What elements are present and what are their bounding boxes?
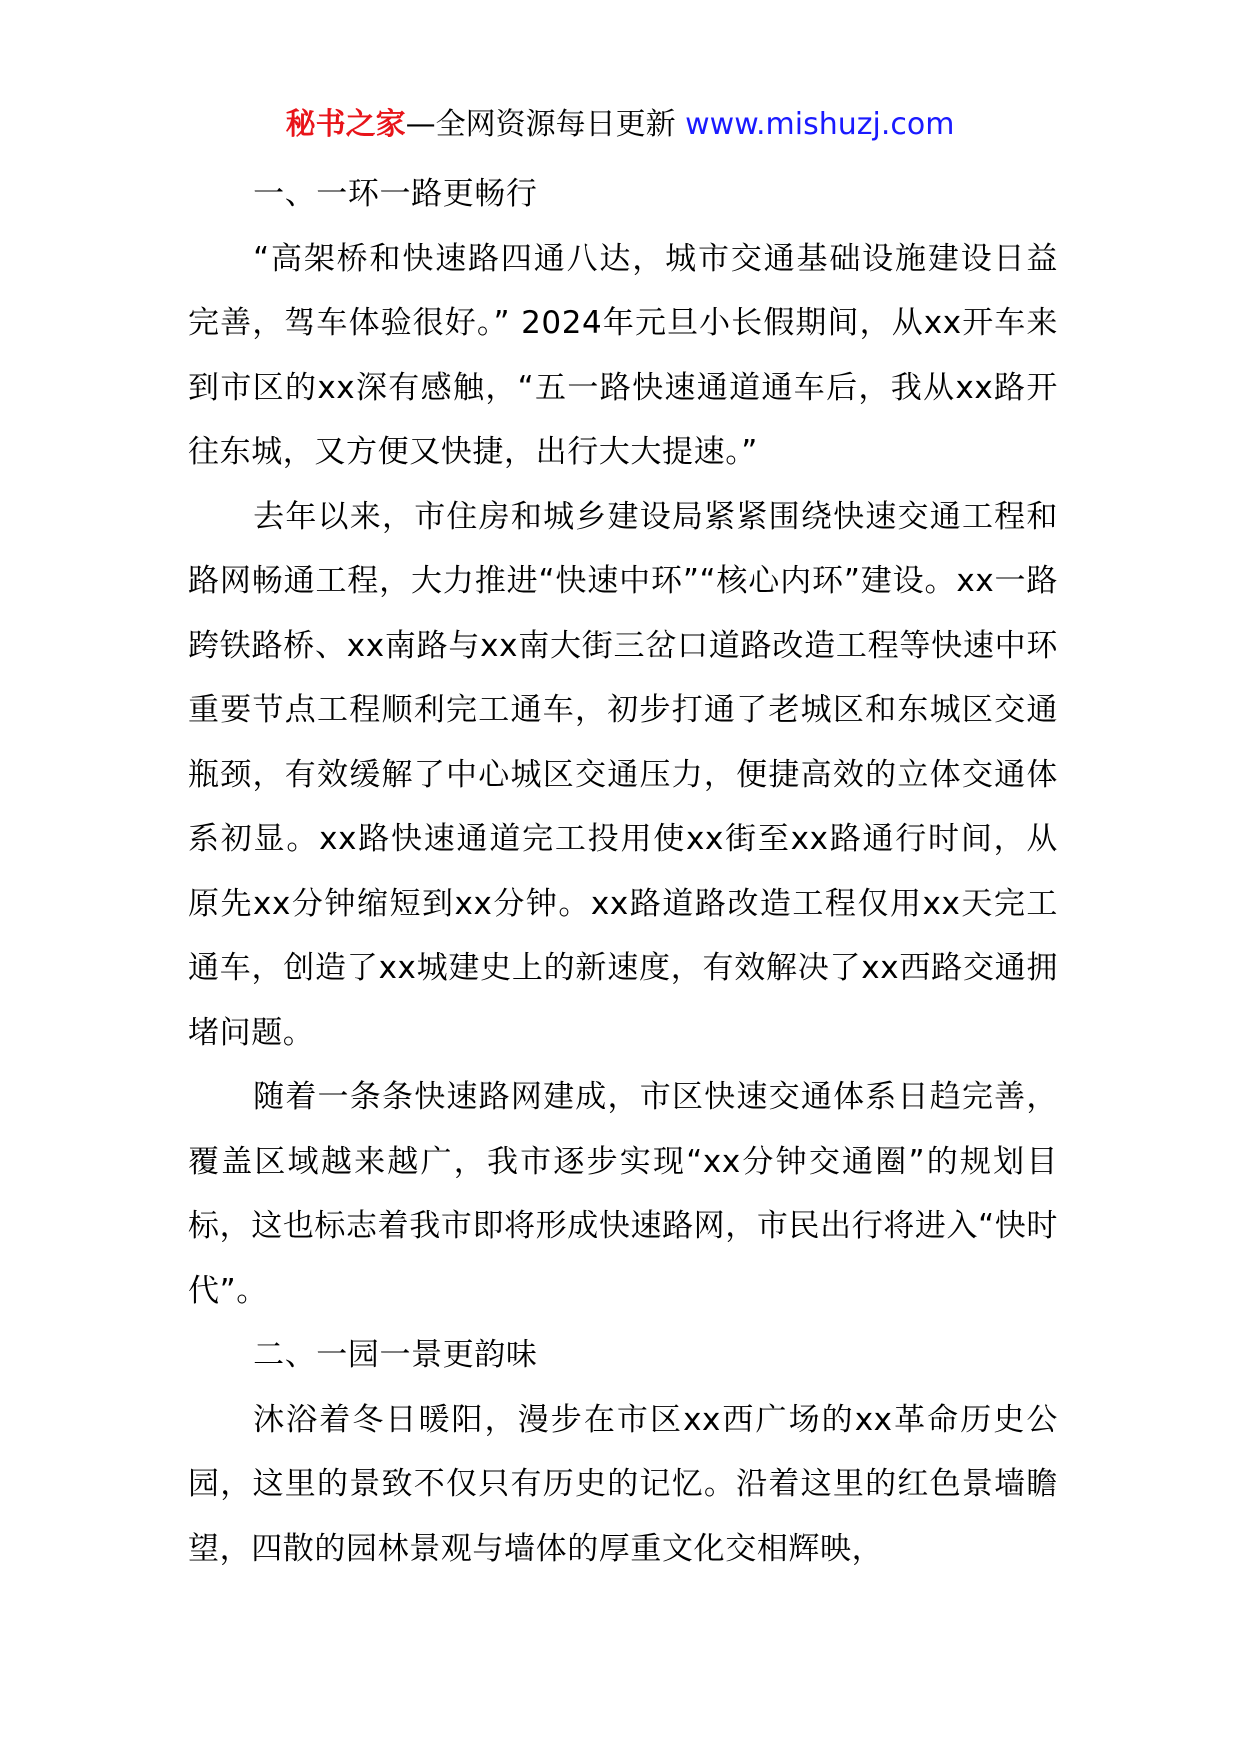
section-heading: 一、一环一路更畅行: [253, 176, 538, 212]
paragraph: 沐浴着冬日暖阳，漫步在市区xx西广场的xx革命历史公园，这里的景致不仅只有历史的记忆。沿着这里的红色景墙瞻望，四散的园林景观与墙体的厚重文化交相辉映，: [188, 1401, 1058, 1567]
document-body: [188, 162, 1058, 1581]
paragraph: “高架桥和快速路四通八达，城市交通基础设施建设日益完善，驾车体验很好。” 2024年元旦小长假期间，从xx开车来到市区的xx深有感触，“五一路快速通道通车后，我从xx路开往东城，又方便又快捷，出行大大提速。”: [188, 240, 1058, 470]
banner-brand: 秘书之家: [285, 107, 406, 142]
banner-url-link[interactable]: www.mishuzj.com: [685, 107, 955, 142]
banner-tagline: —全网资源每日更新: [405, 107, 686, 142]
site-banner: [0, 100, 1240, 150]
section-heading: 二、一园一景更韵味: [253, 1337, 538, 1373]
paragraph: 去年以来，市住房和城乡建设局紧紧围绕快速交通工程和路网畅通工程，大力推进“快速中环”“核心内环”建设。xx一路跨铁路桥、xx南路与xx南大街三岔口道路改造工程等快速中环重要节点工程顺利完工通车，初步打通了老城区和东城区交通瓶颈，有效缓解了中心城区交通压力，便捷高效的立体交通体系初显。xx路快速通道完工投用使xx街至xx路通行时间，从原先xx分钟缩短到xx分钟。xx路道路改造工程仅用xx天完工通车，创造了xx城建史上的新速度，有效解决了xx西路交通拥堵问题。: [188, 498, 1058, 1051]
paragraph: 随着一条条快速路网建成，市区快速交通体系日趋完善，覆盖区域越来越广，我市逐步实现“xx分钟交通圈”的规划目标，这也标志着我市即将形成快速路网，市民出行将进入“快时代”。: [188, 1079, 1058, 1309]
